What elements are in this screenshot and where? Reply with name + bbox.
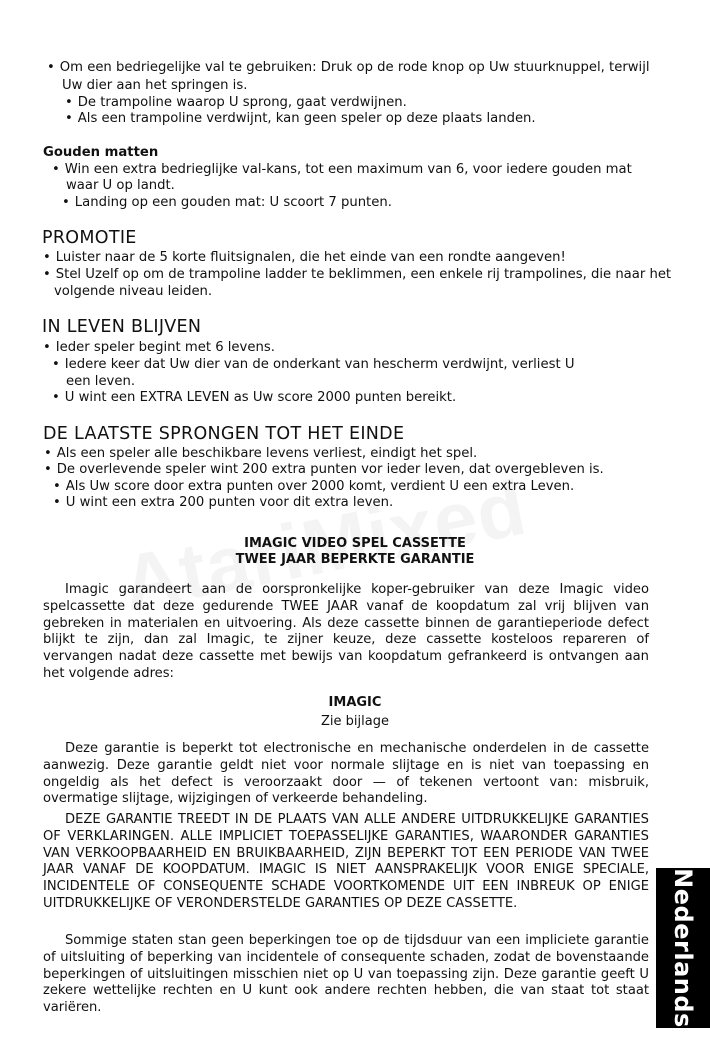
list-item: • Als Uw score door extra punten over 2000 komt, verdient U een extra Leven. [53,479,575,494]
list-item: • Stel Uzelf op om de trampoline ladder te beklimmen, een enkele rij trampolines, die naar het [43,267,672,282]
list-item: • Luister naar de 5 korte fluitsignalen, die het einde van een rondte aangeven! [43,250,566,265]
section-heading: PROMOTIE [42,228,137,248]
language-tab [656,868,710,1028]
list-item: • Iedere keer dat Uw dier van de onderkant van hescherm verdwijnt, verliest U [52,357,575,372]
warranty-paragraph: Imagic garandeert aan de oorspronkelijke koper-gebruiker van deze Imagic video spelcassette dat deze gedurende TWEE JAAR vanaf de koopdatum zal vrij blijven van gebreken in materialen en uitvoering. Als deze cassette binnen de garantieperiode defect blijkt te zijn, dan zal Imagic, te zijner keuze, deze cassette kosteloos repareren of vervangen nadat deze cassette met bewijs van koopdatum gefrankeerd is ontvangen aan het volgende adres: [43,582,649,681]
section-heading: IN LEVEN BLIJVEN [42,317,202,337]
list-item: • Ieder speler begint met 6 levens. [43,340,275,355]
warranty-disclaimer: DEZE GARANTIE TREEDT IN DE PLAATS VAN ALLE ANDERE UITDRUKKELIJKE GARANTIES OF VERKLARINGEN. ALLE IMPLICIET TOEPASSELIJKE GARANTIES, WAARONDER GARANTIES VAN VERKOOPBAARHEID EN BRUIKBAARHEID, ZIJN BEPERKT TOT EEN PERIODE VAN TWEE JAAR VANAF DE KOOPDATUM. IMAGIC IS NIET AANSPRAKELIJK VOOR ENIGE SPECIALE, INCIDENTELE OF CONSEQUENTE SCHADE VOORTKOMENDE UIT EEN INBREUK OP ENIGE UITDRUKKELIJKE OF VERONDERSTELDE GARANTIES OP DEZE CASSETTE. [43,812,649,911]
list-item: • U wint een EXTRA LEVEN as Uw score 2000 punten bereikt. [52,390,457,405]
list-item-continuation: waar U op landt. [66,178,175,193]
list-item-continuation: een leven. [66,374,136,389]
list-item: • Als een trampoline verdwijnt, kan geen speler op deze plaats landen. [65,111,536,126]
subsection-title: Gouden matten [43,145,159,160]
warranty-paragraph: Deze garantie is beperkt tot electronische en mechanische onderdelen in de cassette aanwezig. Deze garantie geldt niet voor normale slijtage en is niet van toepassing en ongeldig als het defect is veroorzaakt door — of tekenen vertoont van: misbruik, overmatige slijtage, wijzigingen of verkeerde behandeling. [43,741,649,807]
company-name: IMAGIC [328,695,382,710]
warranty-subtitle: TWEE JAAR BEPERKTE GARANTIE [235,552,475,567]
list-item: • U wint een extra 200 punten voor dit extra leven. [53,495,394,510]
list-item: • De trampoline waarop U sprong, gaat verdwijnen. [65,95,407,110]
list-item-continuation: volgende niveau leiden. [54,284,213,299]
company-address: Zie bijlage [321,714,389,729]
list-item: • De overlevende speler wint 200 extra punten vor ieder leven, dat overgebleven is. [44,462,604,477]
list-item: • Win een extra bedrieglijke val-kans, tot een maximum van 6, voor iedere gouden mat [52,162,632,177]
list-item: • Landing op een gouden mat: U scoort 7 punten. [62,195,392,210]
list-item: • Om een bedriegelijke val te gebruiken: Druk op de rode knop op Uw stuurknuppel, terwijl [47,60,650,75]
language-tab-label: Nederlands [669,868,698,1028]
warranty-title: IMAGIC VIDEO SPEL CASSETTE [244,536,466,551]
section-heading: DE LAATSTE SPRONGEN TOT HET EINDE [43,424,405,444]
list-item: • Als een speler alle beschikbare levens verliest, eindigt het spel. [44,446,478,461]
list-item-continuation: Uw dier aan het springen is. [62,78,248,93]
warranty-paragraph: Sommige staten stan geen beperkingen toe op de tijdsduur van een impliciete garantie of uitsluiting of beperking van incidentele of consequente schaden, zodat de bovenstaande beperkingen of uitsluitingen misschien niet op U van toepassing zijn. Deze garantie geeft U zekere wettelijke rechten en U kunt ook andere rechten hebben, die van staat tot staat variëren. [43,933,649,1016]
